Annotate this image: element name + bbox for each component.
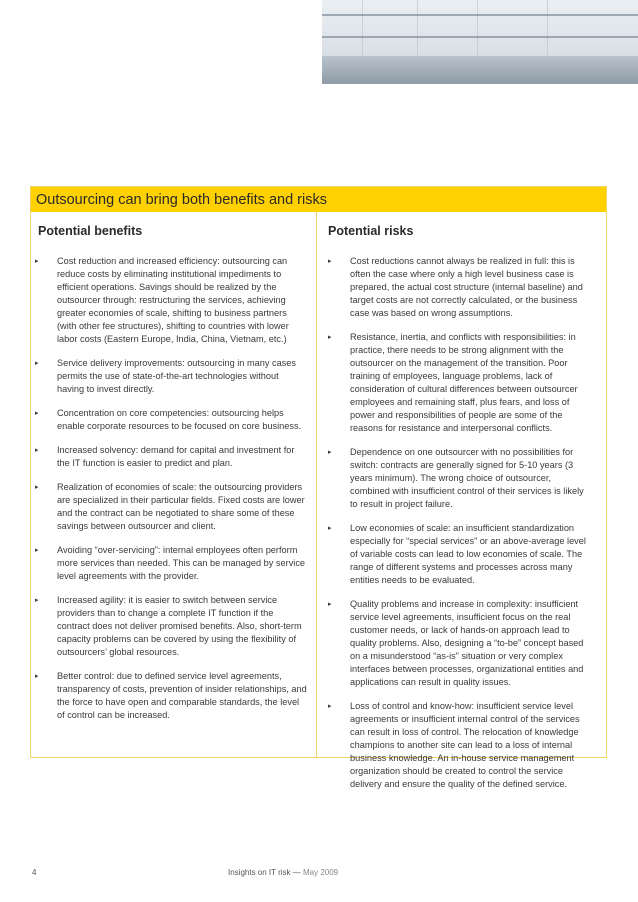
triangle-bullet-icon: ▸ [35, 360, 39, 367]
benefits-column [31, 212, 317, 757]
list-item: ▸ Cost reductions cannot always be realized in full: this is often the case where only a high level business case is prepared, the actual cost structure (internal baseline) and target costs are not correctly calculated, or the business case was based on wrong assumptions. [328, 256, 583, 318]
publication-title: Insights on IT risk [228, 868, 291, 877]
triangle-bullet-icon: ▸ [35, 447, 39, 454]
triangle-bullet-icon: ▸ [328, 334, 332, 341]
list-item: ▸ Quality problems and increase in complexity: insufficient service level agreements, insufficient focus on the real customer needs, or lack of hands-on approach lead to quality problems. Also, designing a “to-be” concept based on a misunderstood “as-is” situation or very complex interfaces between processes, organizational entities and applications can result in quality issues. [328, 599, 584, 687]
benefits-list [35, 255, 307, 733]
page-number: 4 [32, 868, 37, 877]
triangle-bullet-icon: ▸ [328, 258, 332, 265]
list-item: ▸ Cost reduction and increased efficiency: outsourcing can reduce costs by eliminating institutional impediments to efficient operations. Savings should be realized by the outsourcer through: restructuring the services, achieving greater economies of scale, shifting to business partners (with other fee structures), shifting to countries with lower labor costs (Eastern Europe, India, China, Vietnam, etc.) [35, 256, 289, 344]
list-item: ▸ Resistance, inertia, and conflicts with responsibilities: in practice, there needs to be strong alignment with the outsourcer on the management of the transition. Poor training of employees, language problems, lack of consideration of cultural differences between outsourcer employees and remaining staff, plus fears, and loss of power and responsibilities of people are some of the reasons for resistance and interpersonal conflicts. [328, 332, 578, 433]
list-item: ▸ Dependence on one outsourcer with no possibilities for switch: contracts are generally signed for 5-10 years (3 years minimum). The wrong choice of outsourcer, combined with insufficient control of their services is likely to result in project failure. [328, 447, 584, 509]
office-building-photo [322, 0, 638, 84]
triangle-bullet-icon: ▸ [35, 597, 39, 604]
risks-column [317, 212, 606, 789]
triangle-bullet-icon: ▸ [35, 410, 39, 417]
triangle-bullet-icon: ▸ [328, 525, 332, 532]
risks-heading: Potential risks [328, 224, 414, 238]
list-item: ▸ Realization of economies of scale: the outsourcing providers are specialized in their particular fields. Fixed costs are lower and the contract can be negotiated to share some of these savings between outsourcer and client. [35, 482, 305, 531]
list-item: ▸ Concentration on core competencies: outsourcing helps enable corporate resources to be focused on core business. [35, 408, 302, 431]
list-item: ▸ Low economies of scale: an insufficient standardization especially for “special services” or an above-average level of variable costs can lead to low economies of scale. The range of different systems and processes across many entities needs to be evaluated. [328, 523, 586, 585]
risks-list [328, 255, 590, 802]
list-item: ▸ Loss of control and know-how: insufficient service level agreements or insufficient internal control of the services can result in loss of control. The relocation of knowledge champions to another site can lead to a loss of internal business knowledge. An in-house service management organization should be created to control the service delivery and ensure the quality of the defined service. [328, 701, 580, 789]
benefits-risks-box [30, 186, 607, 789]
triangle-bullet-icon: ▸ [328, 703, 332, 710]
triangle-bullet-icon: ▸ [35, 484, 39, 491]
triangle-bullet-icon: ▸ [328, 601, 332, 608]
triangle-bullet-icon: ▸ [35, 547, 39, 554]
list-item: ▸ Increased agility: it is easier to switch between service providers than to change a complete IT function if the contract does not deliver promised benefits. Also, short-term capacity problems can be covered by using the flexibility of outsourcers’ global resources. [35, 595, 302, 657]
list-item: ▸ Avoiding “over-servicing”: internal employees often perform more services than needed. This can be managed by service level agreements with the provider. [35, 545, 306, 581]
benefits-heading: Potential benefits [38, 224, 143, 238]
footer-separator: — [290, 868, 303, 877]
box-title: Outsourcing can bring both benefits and risks [36, 191, 327, 208]
triangle-bullet-icon: ▸ [328, 449, 332, 456]
footer-publication [228, 868, 338, 877]
box-header [31, 187, 606, 212]
list-item: ▸ Increased solvency: demand for capital and investment for the IT function is easier to predict and plan. [35, 445, 295, 468]
triangle-bullet-icon: ▸ [35, 673, 39, 680]
publication-date: May 2009 [303, 868, 339, 877]
list-item: ▸ Better control: due to defined service level agreements, transparency of costs, prevention of insider relationships, and the force to have open and comparable standards, the level of control can be increased. [35, 671, 307, 720]
list-item: ▸ Service delivery improvements: outsourcing in many cases permits the use of state-of-the-art technologies without having to invest directly. [35, 358, 296, 394]
triangle-bullet-icon: ▸ [35, 258, 39, 265]
